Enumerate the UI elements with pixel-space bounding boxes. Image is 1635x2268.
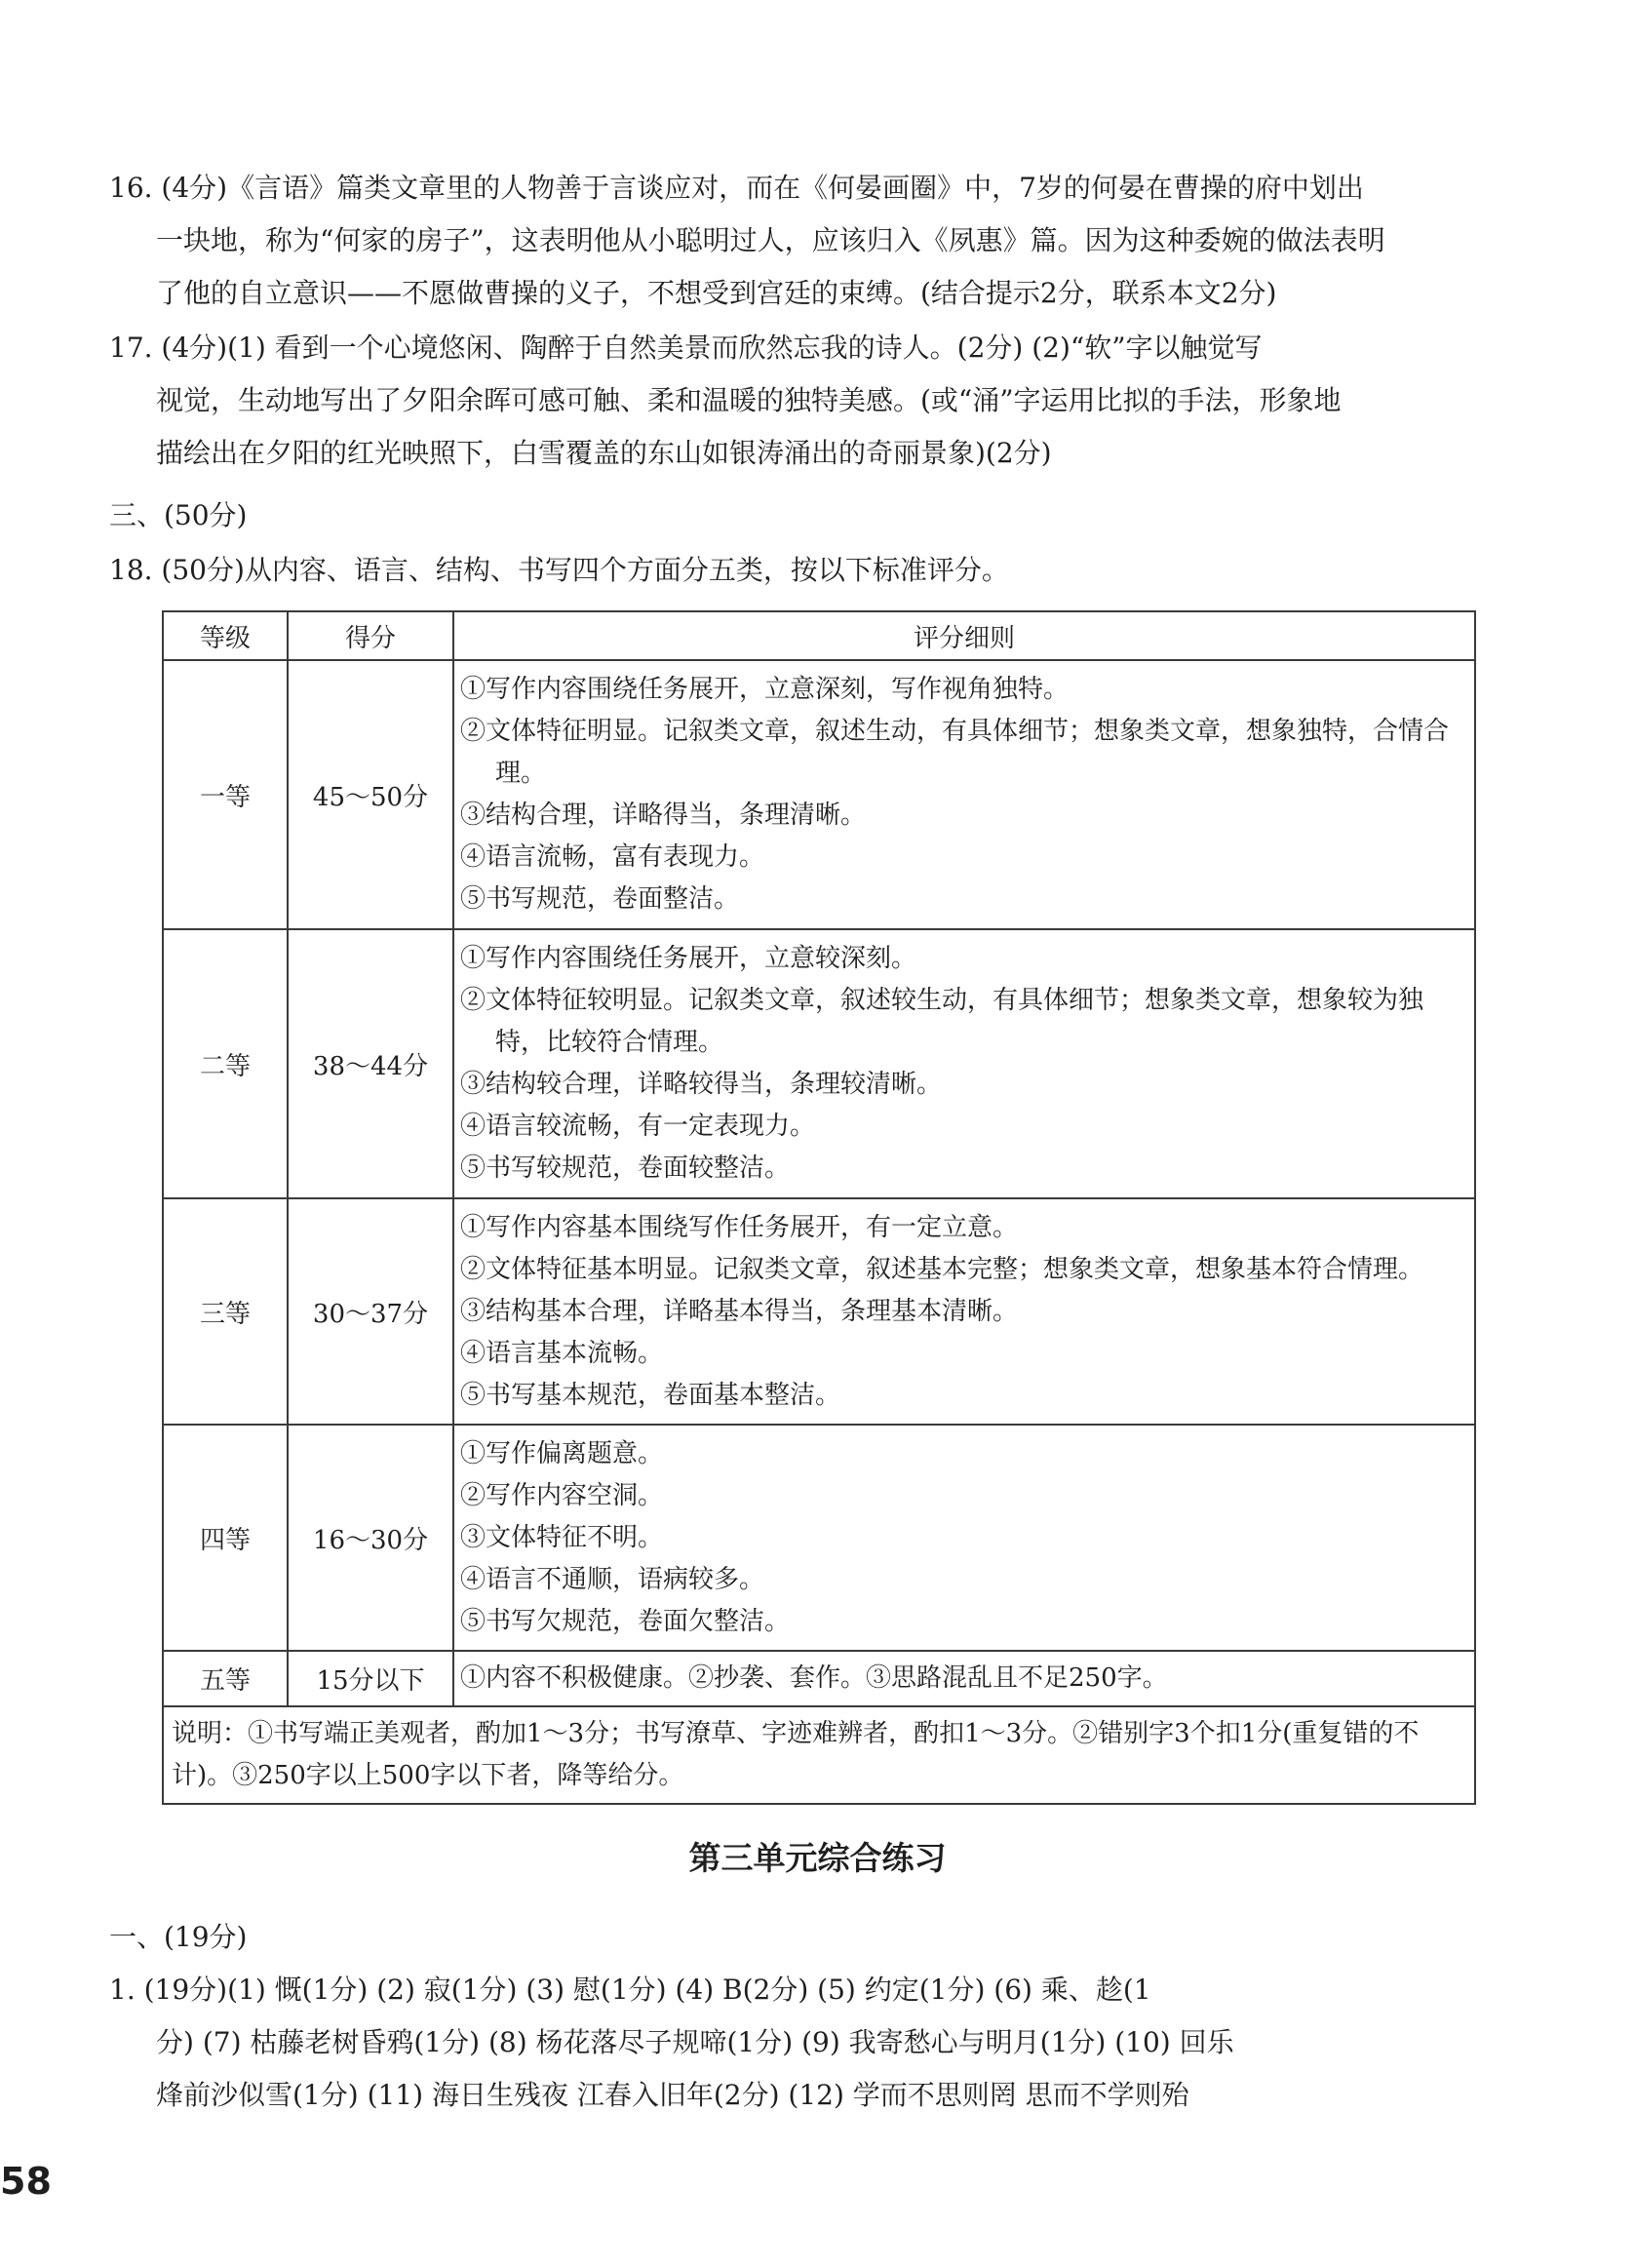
section-heading-1: 一、(19分) (109, 1921, 248, 1953)
answer-1-line: 烽前沙似雪(1分) (11) 海日生残夜 江春入旧年(2分) (12) 学而不思则罔 思而不学则殆 (156, 2079, 1189, 2111)
answer-18-intro: 18. (50分)从内容、语言、结构、书写四个方面分五类，按以下标准评分。 (109, 554, 1009, 586)
score-cell: 45～50分 (288, 660, 453, 929)
criterion-item: ①写作偏离题意。 (460, 1438, 664, 1468)
criterion-item: ①内容不积极健康。②抄袭、套作。③思路混乱且不足250字。 (460, 1663, 1168, 1693)
criteria-cell (453, 660, 1475, 929)
criterion-item: ②文体特征基本明显。记叙类文章，叙述基本完整；想象类文章，想象基本符合情理。 (460, 1254, 1424, 1284)
criterion-item: ①写作内容基本围绕写作任务展开，有一定立意。 (460, 1212, 1019, 1242)
answer-16-line: 了他的自立意识——不愿做曹操的义子，不想受到宫廷的束缚。(结合提示2分，联系本文2分) (156, 277, 1277, 309)
criterion-item: ⑤书写欠规范，卷面欠整洁。 (460, 1606, 791, 1636)
criterion-item: ②写作内容空洞。 (460, 1480, 664, 1510)
section-heading-3: 三、(50分) (109, 499, 248, 531)
answer-16 (109, 162, 1484, 320)
score-cell: 16～30分 (288, 1425, 453, 1651)
table-row (163, 660, 1475, 929)
criteria-cell (453, 1651, 1475, 1706)
criterion-item: ③结构基本合理，详略基本得当，条理基本清晰。 (460, 1296, 1019, 1326)
grade-cell: 四等 (163, 1425, 288, 1651)
grade-cell: 五等 (163, 1651, 288, 1706)
column-header-score: 得分 (288, 611, 453, 660)
grade-cell: 三等 (163, 1198, 288, 1425)
grading-table (162, 610, 1476, 1805)
grade-cell: 二等 (163, 929, 288, 1198)
criterion-item: ③文体特征不明。 (460, 1522, 664, 1552)
criterion-item: ⑤书写基本规范，卷面基本整洁。 (460, 1380, 841, 1410)
table-row (163, 1651, 1475, 1706)
page-number: 58 (0, 2160, 52, 2203)
answer-17-line: 描绘出在夕阳的红光映照下，白雪覆盖的东山如银涛涌出的奇丽景象)(2分) (156, 437, 1052, 469)
column-header-criteria: 评分细则 (453, 611, 1475, 660)
answer-1 (109, 1964, 1484, 2122)
criterion-item: ④语言不通顺，语病较多。 (460, 1564, 765, 1594)
criterion-item: ⑤书写规范，卷面整洁。 (460, 884, 740, 914)
column-header-grade: 等级 (163, 611, 288, 660)
criterion-item: ②文体特征明显。记叙类文章，叙述生动，有具体细节；想象类文章，想象独特，合情合理。 (460, 717, 1450, 788)
criteria-cell (453, 1425, 1475, 1651)
criterion-item: ③结构合理，详略得当，条理清晰。 (460, 801, 867, 830)
criterion-item: ④语言流畅，富有表现力。 (460, 842, 765, 872)
criterion-item: ①写作内容围绕任务展开，立意较深刻。 (460, 944, 917, 973)
criteria-cell (453, 929, 1475, 1198)
answer-16-line: 16. (4分)《言语》篇类文章里的人物善于言谈应对，而在《何晏画圈》中，7岁的何晏在曹操的府中划出 (109, 172, 1364, 204)
grade-cell: 一等 (163, 660, 288, 929)
criterion-item: ①写作内容围绕任务展开，立意深刻，写作视角独特。 (460, 675, 1070, 704)
answer-1-line: 分) (7) 枯藤老树昏鸦(1分) (8) 杨花落尽子规啼(1分) (9) 我寄愁心与明月(1分) (10) 回乐 (156, 2026, 1234, 2058)
score-cell: 30～37分 (288, 1198, 453, 1425)
criterion-item: ④语言基本流畅。 (460, 1338, 664, 1368)
criteria-cell (453, 1198, 1475, 1425)
answer-17-line: 视觉，生动地写出了夕阳余晖可感可触、柔和温暖的独特美感。(或“涌”字运用比拟的手法，形象地 (156, 384, 1342, 416)
score-cell: 15分以下 (288, 1651, 453, 1706)
table-row (163, 1425, 1475, 1651)
unit-title: 第三单元综合练习 (688, 1839, 947, 1877)
table-header-row (163, 611, 1475, 660)
answer-17 (109, 322, 1484, 480)
table-note: 说明：①书写端正美观者，酌加1～3分；书写潦草、字迹难辨者，酌扣1～3分。②错别字3个扣1分(重复错的不计)。③250字以上500字以下者，降等给分。 (163, 1706, 1475, 1804)
criterion-item: ②文体特征较明显。记叙类文章，叙述较生动，有具体细节；想象类文章，想象较为独特，比较符合情理。 (460, 986, 1424, 1057)
table-row (163, 929, 1475, 1198)
criterion-item: ④语言较流畅，有一定表现力。 (460, 1112, 816, 1141)
criterion-item: ③结构较合理，详略较得当，条理较清晰。 (460, 1070, 943, 1099)
answer-16-line: 一块地，称为“何家的房子”，这表明他从小聪明过人，应该归入《夙惠》篇。因为这种委婉的做法表明 (156, 224, 1385, 256)
answer-17-line: 17. (4分)(1) 看到一个心境悠闲、陶醉于自然美景而欣然忘我的诗人。(2分) (2)“软”字以触觉写 (109, 332, 1263, 364)
table-row (163, 1198, 1475, 1425)
score-cell: 38～44分 (288, 929, 453, 1198)
table-note-row (163, 1706, 1475, 1804)
criterion-item: ⑤书写较规范，卷面较整洁。 (460, 1154, 791, 1183)
answer-1-line: 1. (19分)(1) 慨(1分) (2) 寂(1分) (3) 慰(1分) (4) B(2分) (5) 约定(1分) (6) 乘、趁(1 (109, 1974, 1151, 2006)
